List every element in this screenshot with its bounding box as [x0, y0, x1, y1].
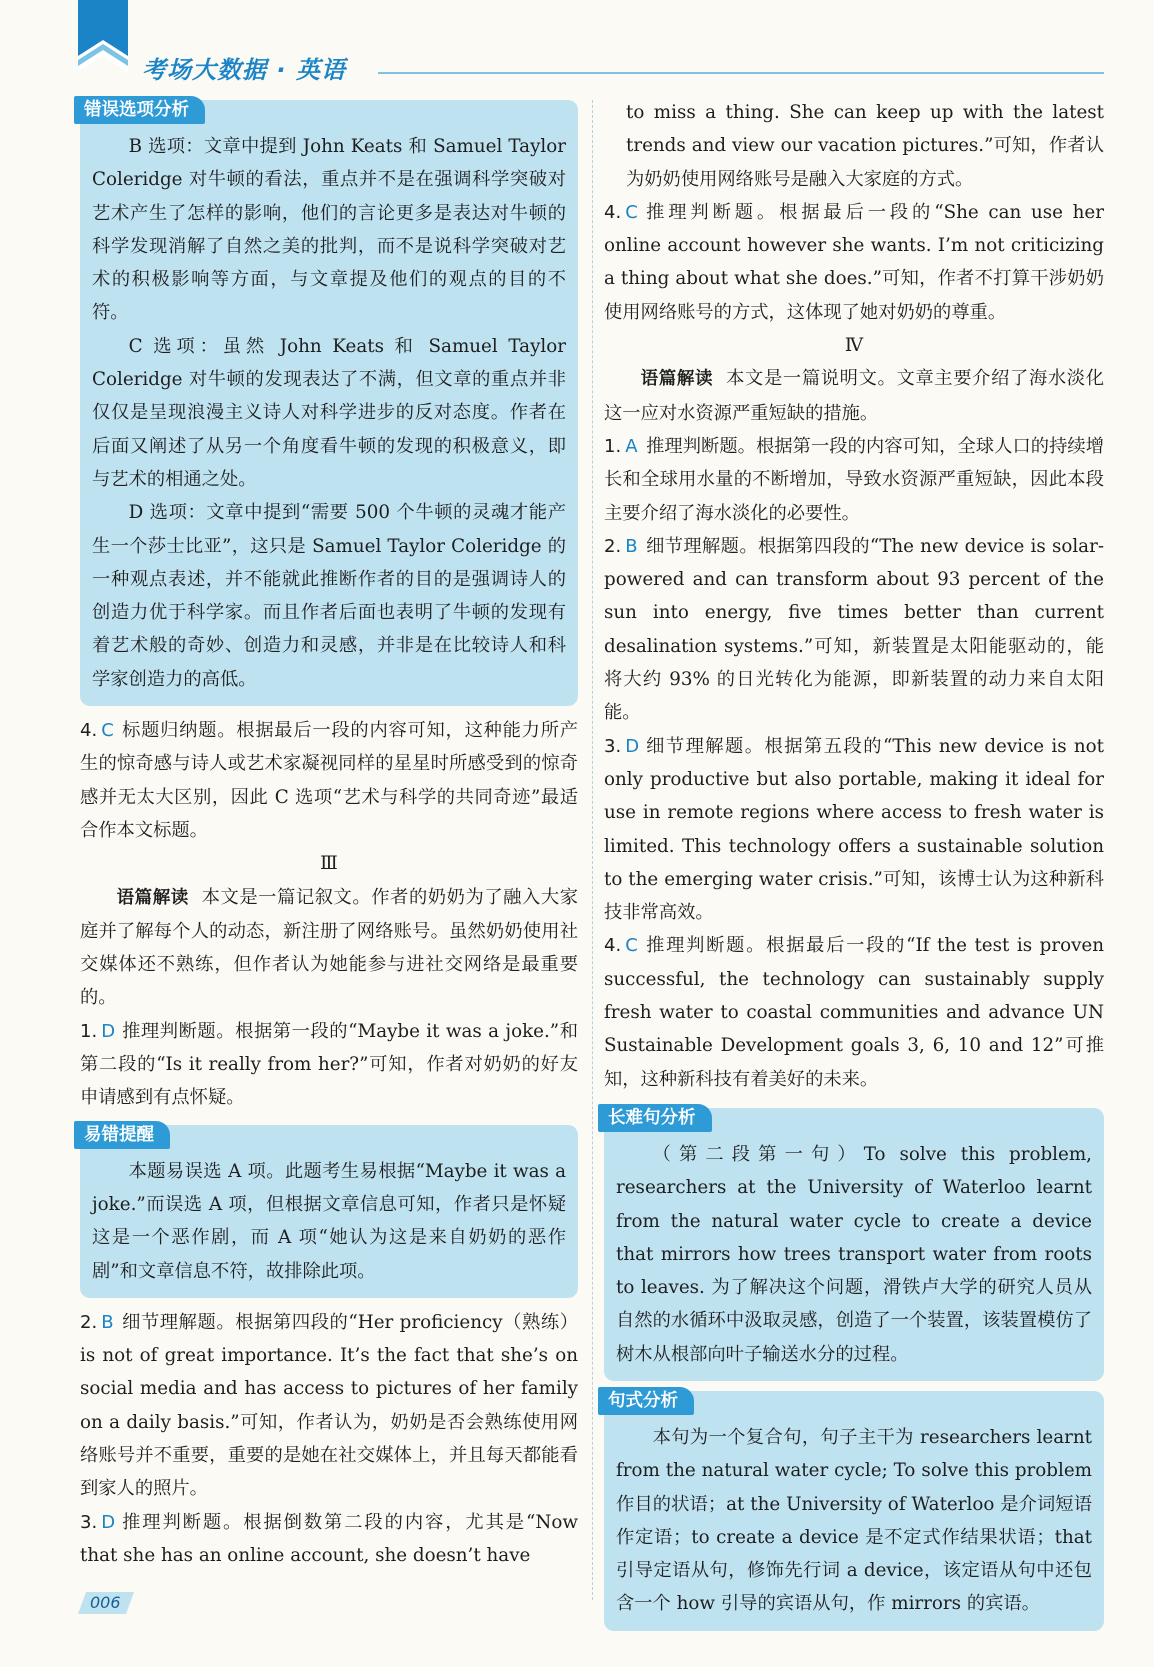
long-sentence-analysis-box [604, 1108, 1104, 1381]
answer-explanation: 细节理解题。根据第五段的“This new device is not only productive but also portable, making it ideal for use in remote regions where access to fresh water is limited. This technology offers a sustainable solution to the emerging water crisis.”可知，该博士认为这种新科技非常高效。 [604, 735, 1104, 924]
item-number: 3. [80, 1511, 98, 1533]
long-sentence-text: （第二段第一句）To solve this problem, researchers at the University of Waterloo learnt from the natural water cycle to create a device that mirrors how trees transport water from roots to leaves. 为了解决这个问题，滑铁卢大学的研究人员从自然的水循环中汲取灵感，创造了一个装置，该装置模仿了树木从根部向叶子输送水分的过程。 [616, 1143, 1092, 1365]
intro-text: 本文是一篇说明文。文章主要介绍了海水淡化这一应对水资源严重短缺的措施。 [604, 368, 1105, 424]
header-title: 考场大数据 · 英语 [142, 56, 346, 84]
box-tag: 易错提醒 [74, 1121, 170, 1149]
answer-item [604, 430, 1104, 530]
intro-label: 语篇解读 [116, 887, 189, 908]
answer-item [80, 1015, 578, 1115]
answer-item [604, 530, 1104, 730]
answer-letter: A [625, 435, 638, 457]
answer-item [80, 714, 578, 847]
item-number: 3. [604, 735, 622, 757]
answer-letter: B [625, 535, 638, 557]
answer-explanation: 推理判断题。根据最后一段的“She can use her online account however she wants. I’m not criticizing a thing about what she does.”可知，作者不打算干涉奶奶使用网络账号的方式，这体现了她对奶奶的尊重。 [604, 201, 1104, 323]
item-number: 2. [604, 535, 622, 557]
common-error-box [80, 1125, 578, 1298]
answer-letter: C [625, 201, 638, 223]
answer-letter: D [625, 735, 640, 757]
answer-explanation: 细节理解题。根据第四段的“Her proficiency（熟练）is not of great importance. It’s the fact that she’s on social media and has access to pictures of her family on a daily basis.”可知，作者认为，奶奶是否会熟练使用网络账号并不重要，重要的是她在社交媒体上，并且每天都能看到家人的照片。 [80, 1311, 578, 1500]
common-error-text: 本题易误选 A 项。此题考生易根据“Maybe it was a joke.”而误选 A 项，但根据文章信息可知，作者只是怀疑这是一个恶作剧，而 A 项“她认为这是来自奶奶的恶作剧”和文章信息不符，故排除此项。 [92, 1160, 566, 1282]
section-heading: Ⅲ [320, 853, 338, 875]
answer-explanation: 推理判断题。根据最后一段的“If the test is proven successful, the technology can sustainably supply fresh water to coastal communities and advance UN Sustainable Development goals 3, 6, 10 and 12”可推知，这种新科技有着美好的未来。 [604, 935, 1104, 1090]
answer-letter: D [101, 1020, 116, 1042]
answer-item [80, 1306, 578, 1506]
error-option-analysis-box [80, 100, 578, 706]
intro-text: 本文是一篇记叙文。作者的奶奶为了融入大家庭并了解每个人的动态，新注册了网络账号。虽然奶奶使用社交媒体还不熟练，但作者认为她能参与进社交网络是最重要的。 [80, 886, 579, 1009]
answer-letter: C [101, 720, 114, 742]
continued-text: to miss a thing. She can keep up with the latest trends and view our vacation pictures.”可知，作者认为奶奶使用网络账号是融入大家庭的方式。 [626, 102, 1104, 190]
answer-explanation: 推理判断题。根据第一段的“Maybe it was a joke.”和第二段的“Is it really from her?”可知，作者对奶奶的好友申请感到有点怀疑。 [80, 1020, 578, 1109]
answer-letter: C [625, 935, 638, 957]
option-c-analysis: C 选项：虽然 John Keats 和 Samuel Taylor Coleridge 对牛顿的发现表达了不满，但文章的重点并非仅仅是呈现浪漫主义诗人对科学进步的反对态度。作者在后面又阐述了从另一个角度看牛顿的发现的积极意义，即与艺术的相通之处。 [92, 335, 566, 490]
answer-explanation: 推理判断题。根据第一段的内容可知，全球人口的持续增长和全球用水量的不断增加，导致水资源严重短缺，因此本段主要介绍了海水淡化的必要性。 [604, 435, 1104, 524]
answer-item [604, 929, 1104, 1095]
header-rule [378, 72, 1104, 74]
answer-letter: D [101, 1511, 116, 1533]
page-number-badge [78, 1590, 134, 1616]
passage-intro [604, 362, 1104, 430]
passage-intro [80, 881, 578, 1015]
sentence-pattern-text: 本句为一个复合句，句子主干为 researchers learnt from the natural water cycle; To solve this problem 作目的状语；at the University of Waterloo 是介词短语作定语；to create a device 是不定式作结果状语；that 引导定语从句，修饰先行词 a device，该定语从句中还包含一个 how 引导的宾语从句，作 mirrors 的宾语。 [616, 1426, 1092, 1615]
answer-item [604, 730, 1104, 930]
answer-explanation: 细节理解题。根据第四段的“The new device is solar-powered and can transform about 93 percent of the sun into energy, five times better than current desalination systems.”可知，新装置是太阳能驱动的，能将大约 93% 的日光转化为能源，即新装置的动力来自太阳能。 [604, 535, 1104, 724]
left-column [80, 96, 578, 1572]
answer-letter: B [101, 1311, 114, 1333]
box-tag: 句式分析 [598, 1387, 694, 1415]
item-number: 4. [604, 935, 622, 957]
option-d-analysis: D 选项：文章中提到“需要 500 个牛顿的灵魂才能产生一个莎士比亚”，这只是 Samuel Taylor Coleridge 的一种观点表述，并不能就此推断作者的目的是强调诗人的创造力优于科学家。而且作者后面也表明了牛顿的发现有着艺术般的奇妙、创造力和灵感，并非是在比较诗人和科学家创造力的高低。 [92, 502, 566, 690]
section-heading: Ⅳ [844, 335, 864, 357]
answer-item [604, 196, 1104, 329]
answer-explanation: 标题归纳题。根据最后一段的内容可知，这种能力所产生的惊奇感与诗人或艺术家凝视同样的星星时所感受到的惊奇感并无太大区别，因此 C 选项“艺术与科学的共同奇迹”最适合作本文标题。 [80, 720, 578, 841]
item-number: 4. [80, 720, 98, 742]
answer-explanation: 推理判断题。根据倒数第二段的内容，尤其是“Now that she has an online account, she doesn’t have [80, 1511, 578, 1566]
box-tag: 错误选项分析 [74, 96, 205, 124]
right-column [604, 96, 1104, 1639]
item-number: 4. [604, 201, 622, 223]
item-number: 1. [80, 1020, 98, 1042]
answer-item [80, 1506, 578, 1573]
item-number: 2. [80, 1311, 98, 1333]
column-divider [592, 100, 593, 1600]
item-number: 1. [604, 435, 622, 457]
header-logo-icon [78, 0, 128, 84]
sentence-pattern-box [604, 1391, 1104, 1631]
option-b-analysis: B 选项：文章中提到 John Keats 和 Samuel Taylor Coleridge 对牛顿的看法，重点并不是在强调科学突破对艺术产生了怎样的影响，他们的言论更多是表达对牛顿的科学发现消解了自然之美的批判，而不是说科学突破对艺术的积极影响等方面，与文章提及他们的观点的目的不符。 [92, 136, 566, 324]
intro-label: 语篇解读 [640, 369, 714, 390]
page-number: 006 [90, 1593, 121, 1612]
box-tag: 长难句分析 [598, 1104, 712, 1132]
